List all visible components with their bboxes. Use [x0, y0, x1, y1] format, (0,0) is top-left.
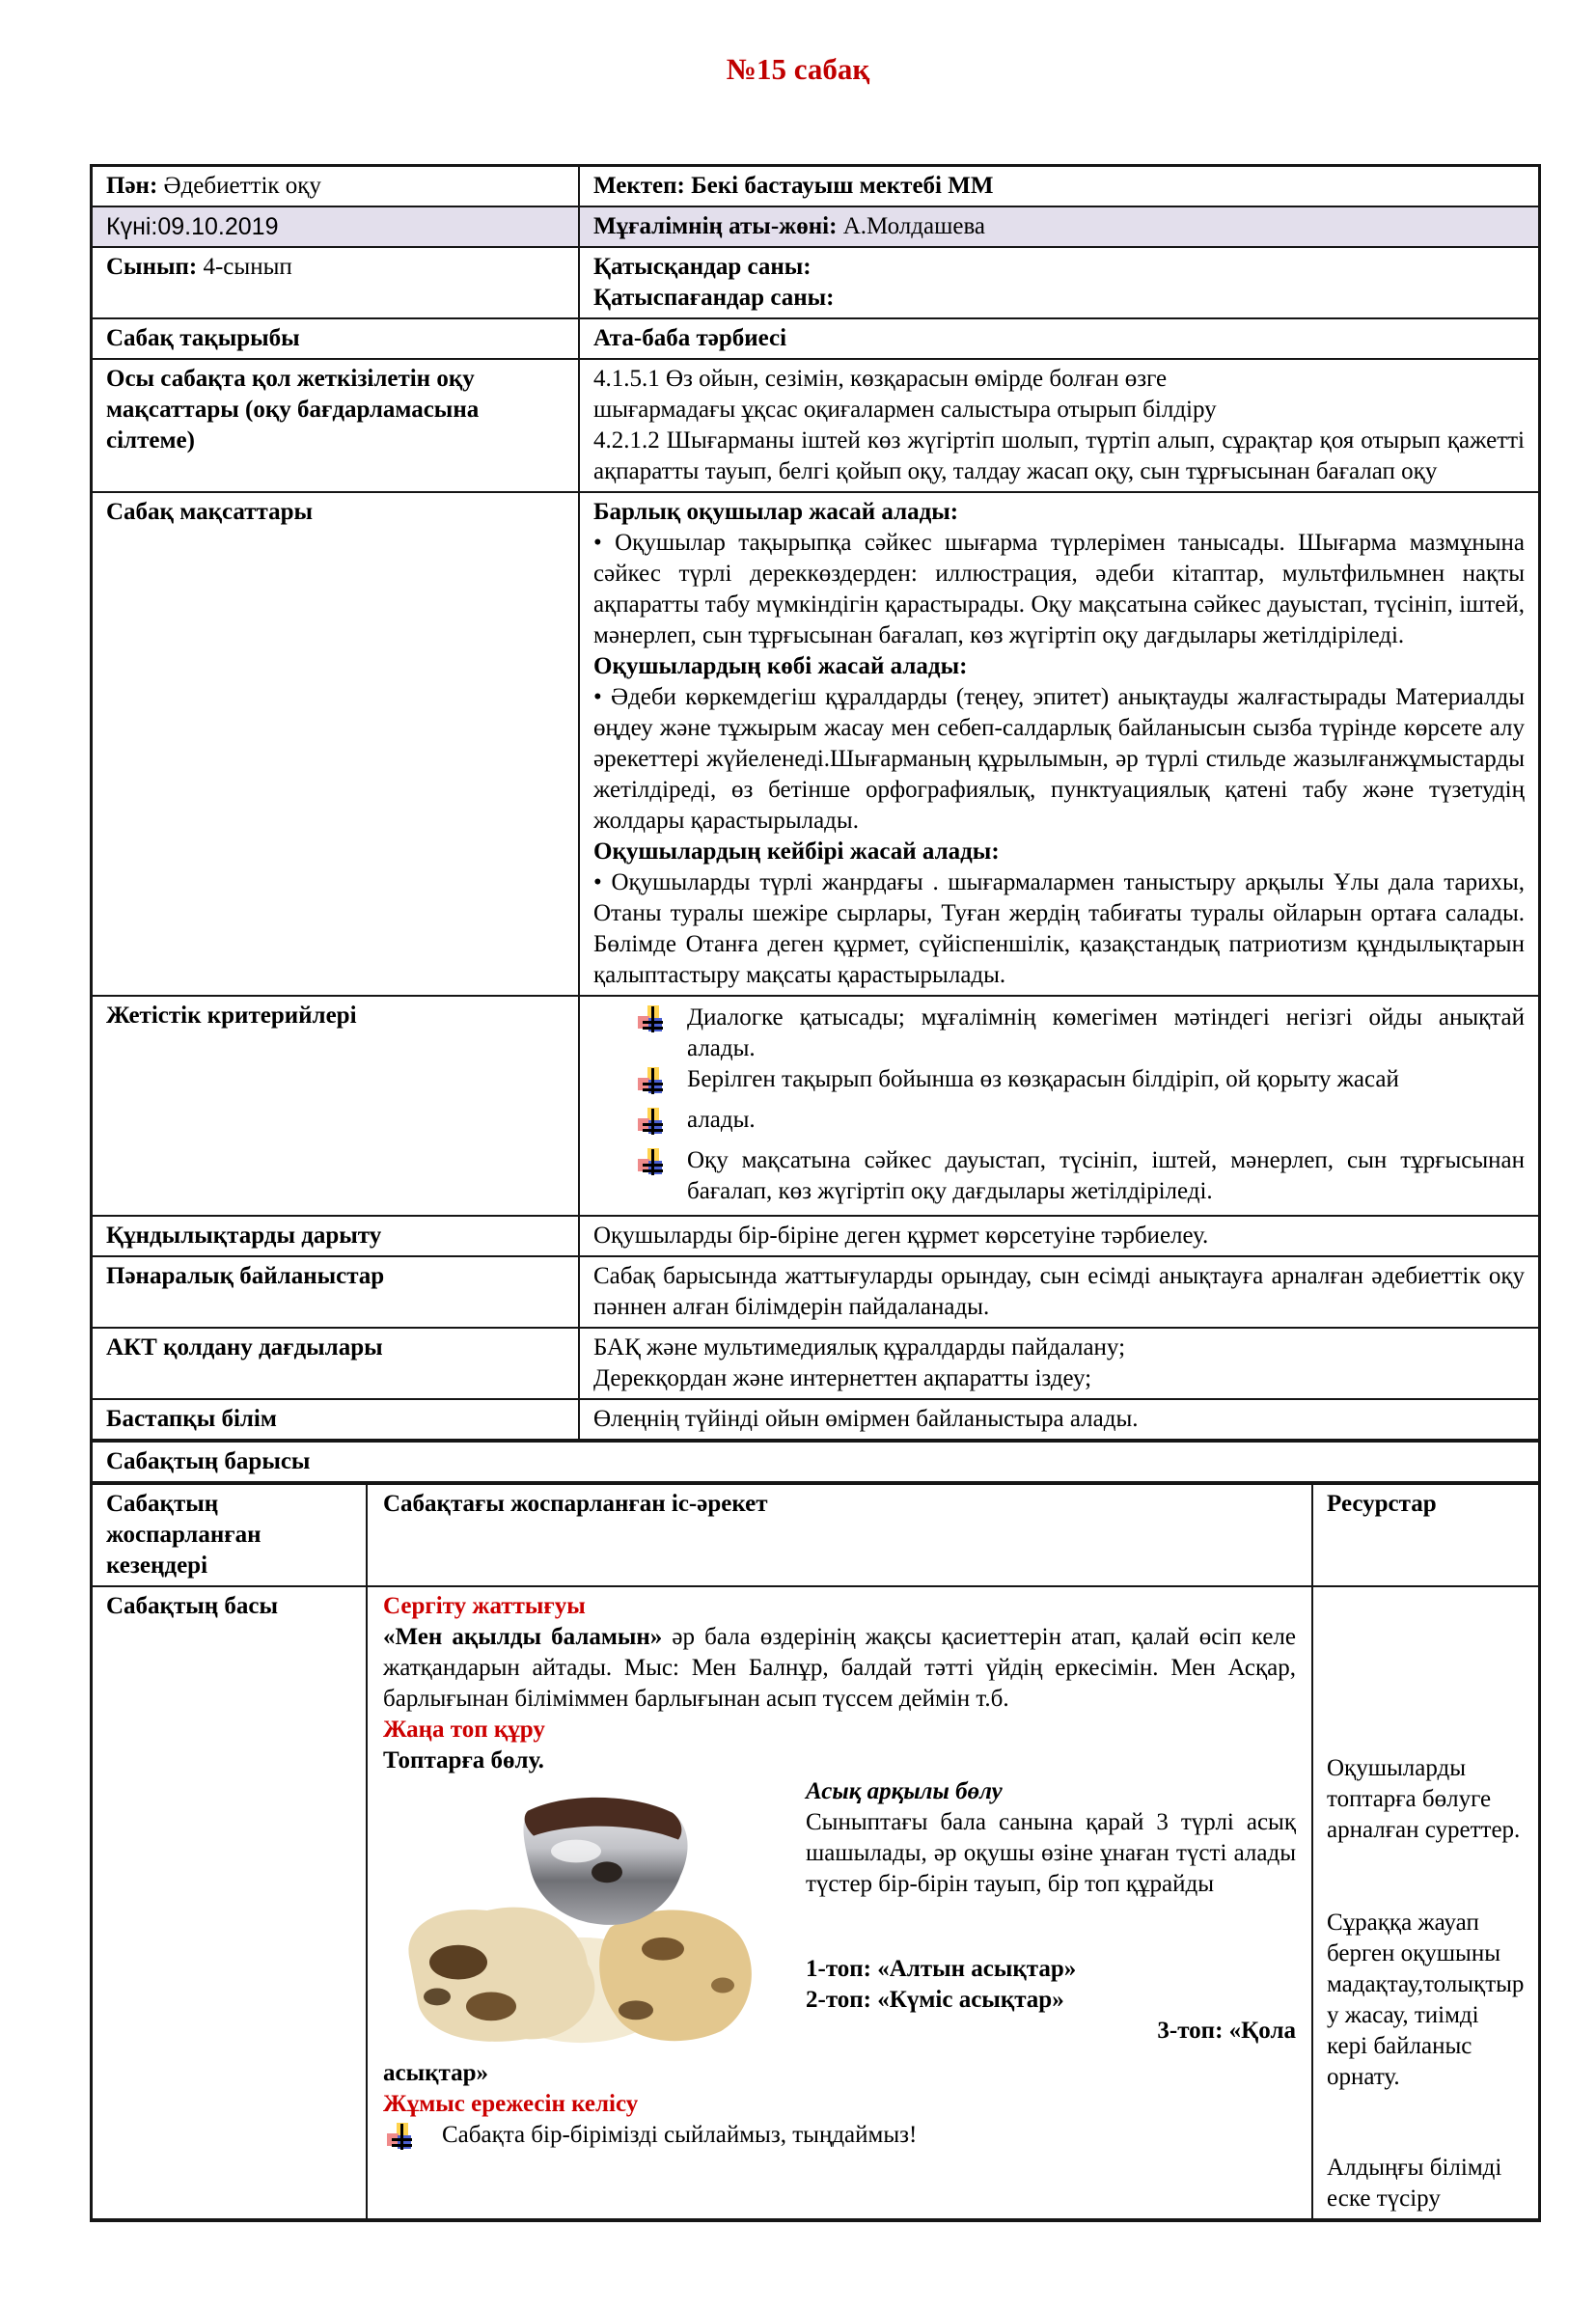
warmup-text: әр бала өздерінің жақсы қасиеттерін атап, қалай өсіп келе жатқандарын айтады. Мыс: Мен Балнұр, балдай тәтті үйдің еркесімін. Мен Асқар, барлығынан біліміммен барлығынан асып түссем деймін т.б.: [383, 1624, 1296, 1712]
column-header-activity: Сабақтағы жоспарланған іс-әрекет: [368, 1485, 1313, 1585]
ict-label: АКТ қолдану дағдылары: [93, 1329, 580, 1398]
goals-value: [580, 493, 1538, 995]
warmup-heading: Сергіту жаттығуы: [383, 1593, 586, 1619]
prior-label: Бастапқы білім: [93, 1400, 580, 1439]
table-row: [93, 246, 1538, 317]
crosscurricular-label: Пәнаралық байланыстар: [93, 1257, 580, 1327]
objective-4151-line1: 4.1.5.1 Өз ойын, сезімін, көзқарасын өмірде болған өзге: [593, 366, 1168, 392]
asyk-bones-photo: [383, 1784, 769, 2052]
new-group-heading: Жаңа топ құру: [383, 1717, 545, 1743]
column-header-stage: Сабақтың жоспарланған кезеңдері: [93, 1485, 368, 1585]
teacher-cell: [580, 207, 1538, 246]
lesson-plan-table: [90, 164, 1541, 2222]
criteria-item-text: Диалогке қатысады; мұғалімнің көмегімен мәтіндегі негізгі ойды анықтай алады.: [687, 1004, 1525, 1061]
criteria-value: [580, 997, 1538, 1215]
table-row: [93, 317, 1538, 358]
arrow-bullet-icon: [638, 1003, 664, 1043]
goals-all-heading: Барлық оқушылар жасай алады:: [593, 499, 959, 525]
teacher-label: Мұғалімнің аты-жөні:: [593, 213, 838, 239]
topic-label: Сабақ тақырыбы: [93, 319, 580, 358]
list-item: [638, 1003, 1525, 1064]
objectives-label: Осы сабақта қол жеткізілетін оқу мақсаттары (оқу бағдарламасына сілтеме): [93, 360, 580, 491]
goals-some-heading: Оқушылардың кейбірі жасай алады:: [593, 838, 1000, 865]
table-row: [93, 1255, 1538, 1327]
objectives-value: [580, 360, 1538, 491]
table-header-row: [93, 1481, 1538, 1585]
goals-some-text: • Оқушыларды түрлі жанрдағы . шығармалармен таныстыру арқылы Ұлы дала тарихы, Отаны туралы шежіре сырлары, Туған жердің табиғаты туралы ойларын ортаға салады. Бөлімде Отанға деген құрмет, сүйіспеншілік, қазақстандық патриотизм құндылықтарын қалыптастыру мақсаты қарастырылады.: [593, 869, 1525, 988]
school-cell: Мектеп: Бекі бастауыш мектебі ММ: [593, 173, 994, 199]
class-label: Сынып:: [106, 254, 198, 280]
work-rules-heading: Жұмыс ережесін келісу: [383, 2091, 639, 2117]
values-label: Құндылықтарды дарыту: [93, 1217, 580, 1255]
subject-cell: [93, 167, 580, 206]
criteria-item-text: Оқу мақсатына сәйкес дауыстап, түсініп, іштей, мәнерлеп, сын тұрғысынан бағалап, көз жүгіртіп оқу дағдылары жетілдіріледі.: [687, 1147, 1525, 1204]
table-row: [93, 206, 1538, 246]
table-row: [93, 995, 1538, 1215]
ict-line1: БАҚ және мультимедиялық құралдарды пайдалану;: [593, 1334, 1126, 1361]
subject-value: Әдебиеттік оқу: [157, 173, 321, 199]
resource-item: Оқушыларды топтарға бөлуге арналған суреттер.: [1327, 1755, 1521, 1843]
attended-count-label: Қатысқандар саны:: [593, 254, 812, 280]
crosscurricular-value: Сабақ барысында жаттығуларды орындау, сын есімді анықтауға арналған әдебиеттік оқу пәннен алған білімдерін пайдаланады.: [593, 1263, 1525, 1320]
ict-value: [580, 1329, 1538, 1398]
table-row: [93, 1585, 1538, 2218]
attendance-cell: [580, 248, 1538, 317]
list-item: [383, 2120, 1296, 2160]
group3-label-part2: асықтар»: [383, 2060, 489, 2086]
lesson-plan-page: [0, 52, 1596, 2309]
criteria-list: [593, 1001, 1525, 1211]
goals-all-text: • Оқушылар тақырыпқа сәйкес шығарма түрлерімен танысады. Шығарма мазмұнына сәйкес түрлі дереккөздерден: иллюстрация, әдеби кітаптар, мультфильмнен нақты ақпаратты табу мүмкіндігін қарастырады. Оқу мақсатына сәйкес дауыстап, түсініп, іштей, мәнерлеп, сын тұрғысынан бағалап, көз жүгіртіп оқу дағдылары жетілдіріледі.: [593, 530, 1525, 648]
asyk-method-text: Сыныптағы бала санына қарай 3 түрлі асық шашылады, әр оқушы өзіне ұнаған түсті алады түстер бір-бірін тауып, бір топ құрайды: [806, 1809, 1296, 1897]
date-cell: Күні:09.10.2019: [93, 207, 580, 246]
warmup-game-name: «Мен ақылды баламын»: [383, 1624, 663, 1650]
activity-cell: [368, 1587, 1313, 2218]
grouping-heading: Топтарға бөлу.: [383, 1747, 544, 1773]
column-header-resources: Ресурстар: [1327, 1491, 1437, 1517]
arrow-bullet-icon: [387, 2120, 413, 2160]
arrow-bullet-icon: [638, 1064, 664, 1105]
course-section-title: Сабақтың барысы: [106, 1448, 311, 1474]
ict-line2: Дерекқордан және интернеттен ақпаратты іздеу;: [593, 1365, 1092, 1391]
resource-item: Сұраққа жауап берген оқушыны мадақтау,толықтыру жасау, тиімді кері байланыс орнату.: [1327, 1910, 1525, 2090]
resources-cell: [1313, 1587, 1538, 2218]
class-cell: [93, 248, 580, 317]
arrow-bullet-icon: [638, 1105, 664, 1145]
table-row: [93, 1439, 1538, 1481]
asyk-method-heading: Асық арқылы бөлу: [806, 1778, 1003, 1804]
page-title: №15 сабақ: [726, 52, 870, 86]
table-row: [93, 1398, 1538, 1439]
table-row: [93, 1215, 1538, 1255]
subject-label: Пән:: [106, 173, 158, 199]
criteria-item-text: алады.: [687, 1107, 756, 1133]
prior-value: Өлеңнің түйінді ойын өмірмен байланыстыра алады.: [593, 1406, 1139, 1432]
class-value: 4-сынып: [197, 254, 292, 280]
criteria-label: Жетістік критерийлері: [93, 997, 580, 1215]
objective-4212: 4.2.1.2 Шығарманы іштей көз жүгіртіп шолып, түртіп алып, сұрақтар қоя отырып қажетті ақпаратты тауып, белгі қойып оқу, талдау жасап оқу, сын тұрғысынан бағалап оқу: [593, 427, 1525, 484]
table-row: [93, 1327, 1538, 1398]
table-row: [93, 491, 1538, 995]
resource-item: Алдыңғы білімді еске түсіру: [1327, 2155, 1502, 2212]
group1-label: 1-топ: «Алтын асықтар»: [806, 1956, 1077, 1982]
goals-most-heading: Оқушылардың көбі жасай алады:: [593, 653, 968, 679]
arrow-bullet-icon: [638, 1145, 664, 1186]
list-item: [638, 1145, 1525, 1207]
criteria-item-text: Берілген тақырып бойынша өз көзқарасын білдіріп, ой қорыту жасай: [687, 1066, 1399, 1092]
values-value: Оқушыларды бір-біріне деген құрмет көрсетуіне тәрбиелеу.: [593, 1223, 1209, 1249]
objective-4151-line2: шығармадағы ұқсас оқиғалармен салыстыра отырып білдіру: [593, 397, 1217, 423]
list-item: [638, 1064, 1525, 1105]
goals-label: Сабақ мақсаттары: [93, 493, 580, 995]
topic-value: Ата-баба тәрбиесі: [593, 325, 787, 351]
table-row: [93, 167, 1538, 206]
warmup-paragraph: [383, 1622, 1296, 1715]
stage-cell: Сабақтың басы: [93, 1587, 368, 2218]
goals-most-text: • Әдеби көркемдегіш құралдарды (теңеу, эпитет) анықтауды жалғастырады Материалды өңдеу және тұжырым жасау мен себеп-салдарлық байланысын сызба түрінде көрсете алу әрекеттері жүйеленеді.Шығарманың құрылымын, әр түрлі стильде жазылғанжұмыстарды жетілдіреді, өз бетінше орфографиялық, пунктуациялық қатені табу және түзетудің жолдары қарастырылады.: [593, 684, 1525, 834]
objective-4151: [593, 364, 1525, 426]
list-item: [638, 1105, 1525, 1145]
teacher-value: А.Молдашева: [837, 213, 986, 239]
group2-label: 2-топ: «Күміс асықтар»: [806, 1987, 1064, 2013]
absent-count-label: Қатыспағандар саны:: [593, 285, 835, 311]
group3-label-part1: 3-топ: «Қола: [1157, 2018, 1296, 2044]
table-row: [93, 358, 1538, 491]
rule-text: Сабақта бір-бірімізді сыйлаймыз, тыңдаймыз!: [442, 2122, 918, 2148]
